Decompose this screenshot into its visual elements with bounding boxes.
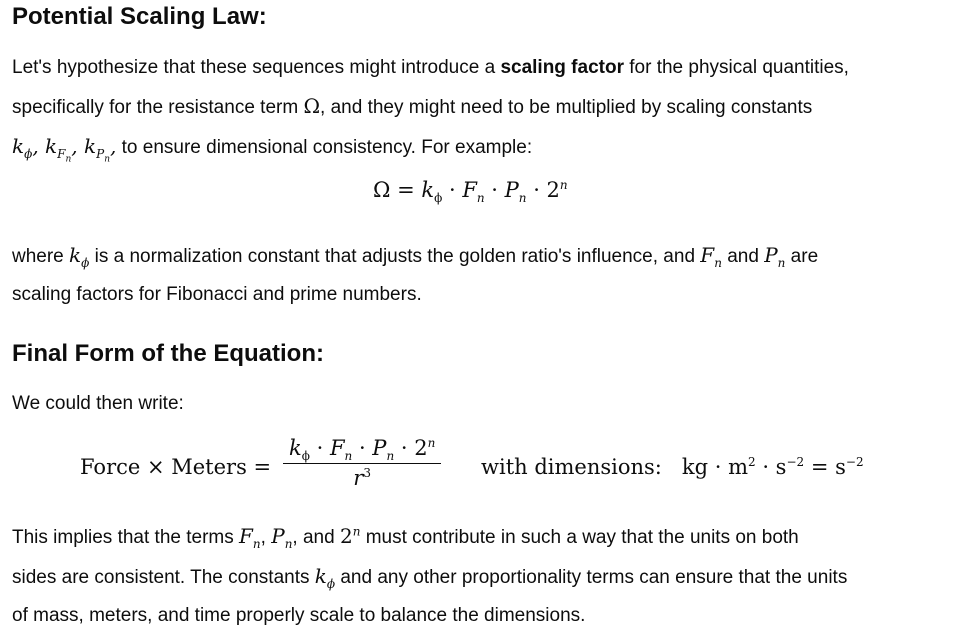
dimensions-label: with dimensions: [481,455,662,479]
paragraph-hypothesis [12,49,953,167]
math-Fn: $F_n$ [700,243,722,270]
text-run: sides are consistent. The constants [12,567,315,588]
math-Fn: $F_n$ [239,524,261,551]
math-k-phi: $k_\phi$ [69,243,90,270]
text-run: and any other proportionality terms can ensure that the units [335,567,848,588]
math-constants: $k_\phi$, $k_{F_n}$, $k_{P_n}$, [12,134,117,165]
bold-term: scaling factor [500,57,624,78]
math-omega: Ω [303,94,321,118]
text-run: is a normalization constant that adjusts the golden ratio's influence, and [89,246,701,267]
equation-dimensions: with dimensions: kg · $m^2 \cdot s^{-2} = s^{-2}$ [481,455,864,479]
equation-omega: $\Omega = k_\phi \cdot F_n \cdot P_n \cdot 2^n$ [373,178,568,206]
equation-lhs: Force × Meters = [80,455,272,479]
text-run: where [12,246,70,267]
paragraph-where [12,236,953,314]
section-heading-final-form: Final Form of the Equation: [12,340,324,367]
text-run: Let's hypothesize that these sequences might introduce a [12,57,501,78]
paragraph-intro: We could then write: [12,393,184,414]
text-run: are [785,246,819,267]
text-run: This implies that the terms [12,527,240,548]
equation-fraction [283,436,441,490]
text-run: to ensure dimensional consistency. For example: [116,137,533,158]
text-run: scaling factors for Fibonacci and prime numbers. [12,284,422,305]
text-run: of mass, meters, and time properly scale to balance the dimensions. [12,605,586,626]
text-run: , [260,527,272,548]
math-k-phi: $k_\phi$ [314,564,336,591]
text-run: and [721,246,765,267]
text-run: for the physical quantities, [623,57,849,78]
dimensions-units: kg · m [681,455,749,479]
text-run: must contribute in such a way that the units on both [360,527,799,548]
paragraph-implication [12,517,953,635]
text-run: specifically for the resistance term [12,97,304,118]
text-run: , and [292,527,340,548]
fraction-numerator: $k_\phi \cdot F_n \cdot P_n \cdot 2^n$ [283,436,441,464]
math-2n: 2$^n$ [339,524,361,548]
fraction-denominator: $r^3$ [353,466,371,490]
text-run: , and they might need to be multiplied by scaling constants [320,97,813,118]
math-Pn: $P_n$ [764,243,786,270]
math-Pn: $P_n$ [271,524,293,551]
section-heading-scaling-law: Potential Scaling Law: [12,3,267,30]
